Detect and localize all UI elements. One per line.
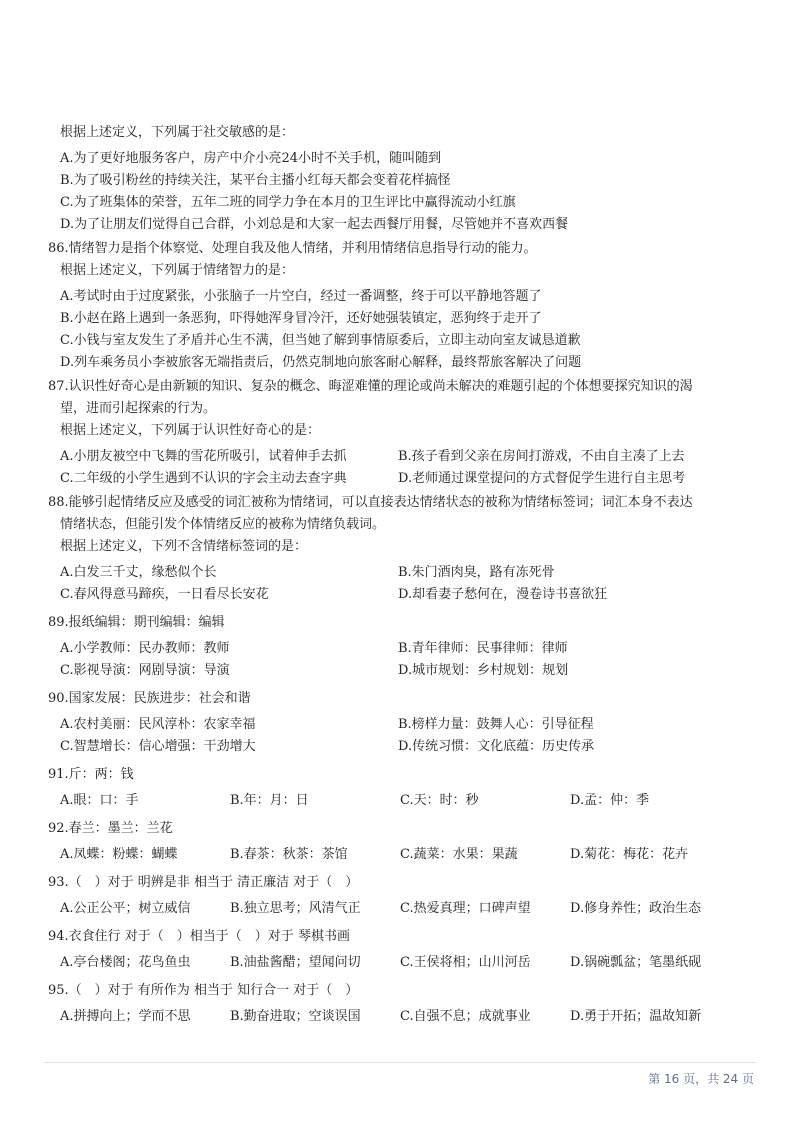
- q85-option-b: B.为了吸引粉丝的持续关注，某平台主播小红每天都会变着花样搞怪: [60, 173, 451, 188]
- q91-option-b: B.年：月：日: [230, 793, 309, 808]
- q87-option-a: A.小朋友被空中飞舞的雪花所吸引，试着伸手去抓: [60, 449, 347, 464]
- q90-stem: 90.国家发展：民族进步：社会和谐: [48, 691, 251, 706]
- q93-option-a: A.公正公平；树立威信: [60, 901, 191, 916]
- q90-options-row-1: [60, 714, 760, 736]
- q86-prompt: 根据上述定义，下列属于情绪智力的是：: [60, 263, 295, 278]
- q94-option-d: D.锅碗瓢盆；笔墨纸砚: [570, 955, 702, 970]
- footer-divider: [44, 1062, 756, 1063]
- q89-options-row-1: [60, 638, 760, 660]
- q90-options-row-2: [60, 736, 760, 758]
- q95-option-c: C.自强不息；成就事业: [400, 1009, 531, 1024]
- q90-option-d: D.传统习惯：文化底蕴：历史传承: [398, 739, 595, 754]
- q90-option-b: B.榜样力量：鼓舞人心：引导征程: [398, 717, 594, 732]
- q88-option-c: C.春风得意马蹄疾，一日看尽长安花: [60, 587, 269, 602]
- q93-option-d: D.修身养性；政治生态: [570, 901, 702, 916]
- q94-option-c: C.王侯将相；山川河岳: [400, 955, 531, 970]
- q88-stem-cont: 情绪状态，但能引发个体情绪反应的被称为情绪负载词。: [60, 517, 386, 532]
- q89-options-row-2: [60, 660, 760, 682]
- q94-stem: 94.衣食住行 对于（ ）相当于（ ）对于 琴棋书画: [48, 929, 350, 944]
- q89-option-b: B.青年律师：民事律师：律师: [398, 641, 568, 656]
- q88-option-b: B.朱门酒肉臭，路有冻死骨: [398, 565, 555, 580]
- q87-stem: 87.认识性好奇心是由新颖的知识、复杂的概念、晦涩难懂的理论或尚未解决的难题引起的个体想要探究知识的渴: [48, 379, 693, 394]
- q93-options: [60, 898, 760, 920]
- q95-option-d: D.勇于开拓；温故知新: [570, 1009, 702, 1024]
- q94-option-b: B.油盐酱醋；望闻问切: [230, 955, 361, 970]
- q88-option-d: D.却看妻子愁何在，漫卷诗书喜欲狂: [398, 587, 608, 602]
- q86-stem: 86.情绪智力是指个体察觉、处理自我及他人情绪，并利用情绪信息指导行动的能力。: [48, 241, 537, 256]
- q90-option-c: C.智慧增长：信心增强：干劲增大: [60, 739, 256, 754]
- q93-stem: 93.（ ）对于 明辨是非 相当于 清正廉洁 对于（ ）: [48, 875, 359, 890]
- q92-option-b: B.春茶：秋茶：茶馆: [230, 847, 348, 862]
- q95-stem: 95.（ ）对于 有所作为 相当于 知行合一 对于（ ）: [48, 983, 359, 998]
- q86-option-b: B.小赵在路上遇到一条恶狗，吓得她浑身冒冷汗，还好她强装镇定，恶狗终于走开了: [60, 311, 542, 326]
- q85-option-c: C.为了班集体的荣誉，五年二班的同学力争在本月的卫生评比中赢得流动小红旗: [60, 195, 516, 210]
- q88-stem: 88.能够引起情绪反应及感受的词汇被称为情绪词，可以直接表达情绪状态的被称为情绪标签词；词汇本身不表达: [48, 495, 693, 510]
- q91-options: [60, 790, 760, 812]
- q87-options-row-1: [60, 446, 760, 468]
- q86-option-a: A.考试时由于过度紧张，小张脑子一片空白，经过一番调整，终于可以平静地答题了: [60, 289, 542, 304]
- q87-option-c: C.二年级的小学生遇到不认识的字会主动去查字典: [60, 471, 347, 486]
- q89-option-d: D.城市规划：乡村规划：规划: [398, 663, 569, 678]
- q86-option-d: D.列车乘务员小李被旅客无端指责后，仍然克制地向旅客耐心解释，最终帮旅客解决了问题: [60, 355, 582, 370]
- q88-options-row-2: [60, 584, 760, 606]
- q92-option-c: C.蔬菜：水果：果蔬: [400, 847, 518, 862]
- q91-stem: 91.斤：两：钱: [48, 767, 134, 782]
- q89-option-c: C.影视导演：网剧导演：导演: [60, 663, 230, 678]
- q87-option-b: B.孩子看到父亲在房间打游戏，不由自主凑了上去: [398, 449, 685, 464]
- q92-option-d: D.菊花：梅花：花卉: [570, 847, 689, 862]
- q94-option-a: A.亭台楼阁；花鸟鱼虫: [60, 955, 191, 970]
- q85-option-d: D.为了让朋友们觉得自己合群，小刘总是和大家一起去西餐厅用餐，尽管她并不喜欢西餐: [60, 217, 569, 232]
- q87-options-row-2: [60, 468, 760, 490]
- q93-option-c: C.热爱真理；口碑声望: [400, 901, 531, 916]
- q90-option-a: A.农村美丽：民风淳朴：农家幸福: [60, 717, 256, 732]
- q89-option-a: A.小学教师：民办教师：教师: [60, 641, 230, 656]
- q89-stem: 89.报纸编辑：期刊编辑：编辑: [48, 615, 225, 630]
- q91-option-d: D.孟：仲：季: [570, 793, 650, 808]
- q91-option-c: C.天：时：秒: [400, 793, 479, 808]
- q85-prompt: 根据上述定义，下列属于社交敏感的是：: [60, 125, 295, 140]
- question-list: [48, 122, 760, 1028]
- q94-options: [60, 952, 760, 974]
- q92-options: [60, 844, 760, 866]
- q85-option-a: A.为了更好地服务客户，房产中介小亮24小时不关手机，随叫随到: [60, 151, 442, 166]
- q91-option-a: A.眼：口：手: [60, 793, 139, 808]
- q87-option-d: D.老师通过课堂提问的方式督促学生进行自主思考: [398, 471, 686, 486]
- q95-option-b: B.勤奋进取；空谈误国: [230, 1009, 361, 1024]
- q88-option-a: A.白发三千丈，缘愁似个长: [60, 565, 217, 580]
- q88-prompt: 根据上述定义，下列不含情绪标签词的是：: [60, 539, 308, 554]
- q92-stem: 92.春兰：墨兰：兰花: [48, 821, 173, 836]
- q86-option-c: C.小钱与室友发生了矛盾并心生不满，但当她了解到事情原委后，立即主动向室友诚恳道歉: [60, 333, 581, 348]
- q88-options-row-1: [60, 562, 760, 584]
- page-number: 第 16 页，共 24 页: [648, 1072, 754, 1086]
- q87-prompt: 根据上述定义，下列属于认识性好奇心的是：: [60, 423, 321, 438]
- q93-option-b: B.独立思考；风清气正: [230, 901, 361, 916]
- q95-options: [60, 1006, 760, 1028]
- q95-option-a: A.拼搏向上；学而不思: [60, 1009, 191, 1024]
- q92-option-a: A.凤蝶：粉蝶：蝴蝶: [60, 847, 178, 862]
- q87-stem-cont: 望，进而引起探索的行为。: [60, 401, 217, 416]
